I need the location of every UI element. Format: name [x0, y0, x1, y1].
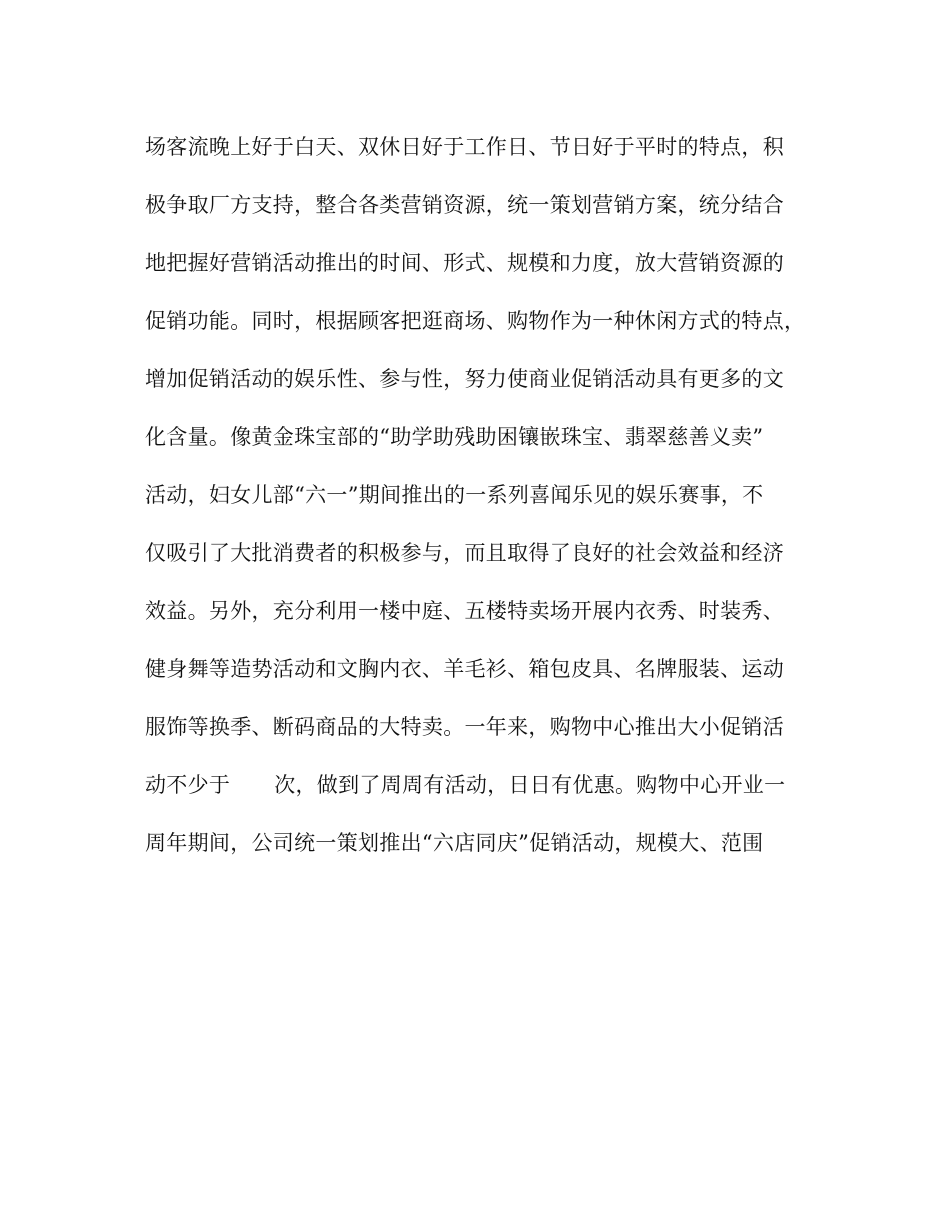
text-line-10: 健身舞等造势活动和文胸内衣、羊毛衫、箱包皮具、名牌服装、运动 [145, 657, 784, 681]
body-text [145, 118, 825, 872]
text-line-13: 周年期间，公司统一策划推出“六店同庆”促销活动，规模大、范围 [145, 831, 764, 855]
text-line-1: 场客流晚上好于白天、双休日好于工作日、节日好于平时的特点，积 [145, 135, 784, 159]
text-line-11: 服饰等换季、断码商品的大特卖。一年来，购物中心推出大小促销活 [145, 715, 784, 739]
text-line-9: 效益。另外，充分利用一楼中庭、五楼特卖场开展内衣秀、时装秀、 [145, 599, 784, 623]
text-line-7: 活动，妇女儿部“六一”期间推出的一系列喜闻乐见的娱乐赛事，不 [145, 483, 764, 507]
text-line-8: 仅吸引了大批消费者的积极参与，而且取得了良好的社会效益和经济 [145, 541, 784, 565]
text-line-12-start: 动不少于 [145, 773, 231, 797]
text-line-2: 极争取厂方支持，整合各类营销资源，统一策划营销方案，统分结合 [145, 193, 784, 217]
text-line-4: 促销功能。同时，根据顾客把逛商场、购物作为一种休闲方式的特点， [145, 309, 806, 333]
text-line-12-end: 次，做到了周周有活动，日日有优惠。购物中心开业一 [274, 773, 786, 797]
text-line-6: 化含量。像黄金珠宝部的“助学助残助困镶嵌珠宝、翡翠慈善义卖” [145, 425, 764, 449]
text-line-5: 增加促销活动的娱乐性、参与性，努力使商业促销活动具有更多的文 [145, 367, 784, 391]
text-line-12 [145, 756, 825, 814]
text-line-3: 地把握好营销活动推出的时间、形式、规模和力度，放大营销资源的 [145, 251, 784, 275]
